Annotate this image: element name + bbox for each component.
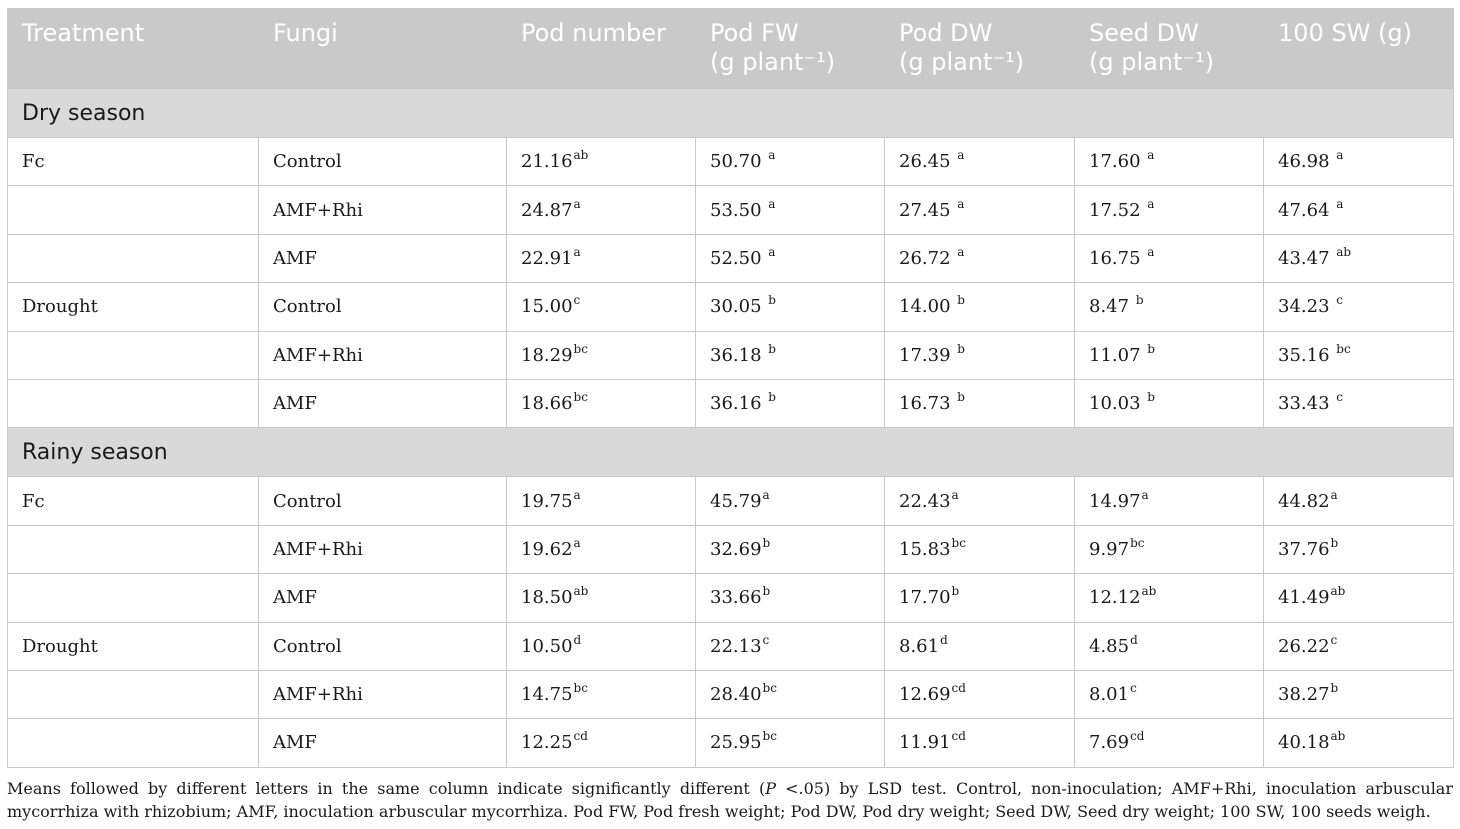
significance-letter: a — [1336, 148, 1344, 163]
fungi-cell: Control — [259, 477, 507, 525]
significance-letter: a — [957, 244, 965, 259]
sw100-cell — [1264, 283, 1454, 331]
pod-dw-cell — [885, 138, 1075, 186]
significance-letter: a — [951, 487, 959, 502]
cell-value: 40.18 — [1278, 732, 1330, 754]
pod-number-cell — [507, 138, 696, 186]
cell-value: 53.50 — [710, 199, 768, 221]
cell-value: 18.66 — [521, 393, 573, 415]
significance-letter: b — [762, 535, 771, 550]
cell-value: 14.75 — [521, 684, 573, 706]
sw100-cell — [1264, 331, 1454, 379]
cell-value: 12.69 — [899, 684, 951, 706]
pod-fw-cell — [696, 331, 885, 379]
header-unit: (g plant⁻¹) — [899, 48, 1025, 76]
pod-fw-cell — [696, 477, 885, 525]
significance-letter: bc — [1130, 535, 1145, 550]
significance-letter: b — [957, 293, 965, 308]
significance-letter: b — [957, 341, 965, 356]
cell-value: 36.16 — [710, 393, 768, 415]
significance-letter: b — [768, 390, 776, 405]
significance-letter: a — [573, 487, 581, 502]
fungi-cell: Control — [259, 283, 507, 331]
treatment-cell: Drought — [8, 283, 259, 331]
seed-dw-cell — [1075, 186, 1264, 234]
significance-letter: bc — [1336, 341, 1351, 356]
cell-value: 33.66 — [710, 587, 762, 609]
p-symbol: P — [765, 779, 776, 798]
cell-value: 22.43 — [899, 490, 951, 512]
significance-letter: bc — [573, 681, 588, 696]
significance-letter: b — [762, 584, 771, 599]
significance-letter: c — [1330, 632, 1338, 647]
significance-letter: b — [1147, 390, 1155, 405]
table-row — [8, 331, 1454, 379]
significance-letter: b — [768, 341, 776, 356]
seed-dw-cell — [1075, 574, 1264, 622]
cell-value: 17.60 — [1089, 151, 1147, 173]
cell-value: 17.70 — [899, 587, 951, 609]
cell-value: 30.05 — [710, 296, 768, 318]
fungi-cell: Control — [259, 138, 507, 186]
cell-value: 52.50 — [710, 247, 768, 269]
significance-letter: bc — [762, 729, 777, 744]
treatment-cell — [8, 186, 259, 234]
cell-value: 24.87 — [521, 199, 573, 221]
cell-value: 26.45 — [899, 151, 957, 173]
significance-letter: a — [957, 148, 965, 163]
significance-letter: c — [1336, 293, 1343, 308]
table-row — [8, 670, 1454, 718]
significance-letter: d — [1130, 632, 1138, 647]
cell-value: 12.25 — [521, 732, 573, 754]
cell-value: 11.07 — [1089, 344, 1147, 366]
fungi-cell: AMF — [259, 234, 507, 282]
cell-value: 16.75 — [1089, 247, 1147, 269]
cell-value: 25.95 — [710, 732, 762, 754]
pod-number-cell — [507, 331, 696, 379]
significance-letter: b — [957, 390, 965, 405]
cell-value: 26.72 — [899, 247, 957, 269]
cell-value: 8.47 — [1089, 296, 1135, 318]
significance-letter: a — [1336, 196, 1344, 211]
cell-value: 16.73 — [899, 393, 957, 415]
pod-number-cell — [507, 379, 696, 427]
significance-letter: cd — [951, 681, 966, 696]
table-row — [8, 186, 1454, 234]
significance-letter: a — [573, 244, 581, 259]
section-title: Dry season — [8, 89, 1454, 138]
pod-fw-cell — [696, 186, 885, 234]
pod-dw-cell — [885, 234, 1075, 282]
significance-letter: b — [1330, 681, 1339, 696]
header-pod-number: Pod number — [507, 9, 696, 89]
significance-letter: a — [762, 487, 770, 502]
cell-value: 18.29 — [521, 344, 573, 366]
header-pod-fw: Pod FW (g plant⁻¹) — [696, 9, 885, 89]
cell-value: 22.13 — [710, 635, 762, 657]
pod-fw-cell — [696, 719, 885, 767]
seed-dw-cell — [1075, 670, 1264, 718]
fungi-cell: AMF+Rhi — [259, 670, 507, 718]
cell-value: 7.69 — [1089, 732, 1130, 754]
cell-value: 28.40 — [710, 684, 762, 706]
fungi-cell: AMF — [259, 379, 507, 427]
cell-value: 50.70 — [710, 151, 768, 173]
pod-dw-cell — [885, 283, 1075, 331]
pod-dw-cell — [885, 186, 1075, 234]
sw100-cell — [1264, 138, 1454, 186]
pod-number-cell — [507, 622, 696, 670]
significance-letter: a — [768, 196, 776, 211]
significance-letter: c — [1336, 390, 1343, 405]
pod-dw-cell — [885, 477, 1075, 525]
treatment-cell — [8, 574, 259, 622]
treatment-cell: Drought — [8, 622, 259, 670]
table-row — [8, 138, 1454, 186]
header-unit: (g plant⁻¹) — [1089, 48, 1215, 76]
significance-letter: ab — [1330, 729, 1346, 744]
pod-dw-cell — [885, 622, 1075, 670]
pod-number-cell — [507, 719, 696, 767]
significance-letter: a — [1147, 244, 1155, 259]
cell-value: 21.16 — [521, 151, 573, 173]
cell-value: 15.00 — [521, 296, 573, 318]
sw100-cell — [1264, 622, 1454, 670]
significance-letter: b — [768, 293, 776, 308]
sw100-cell — [1264, 186, 1454, 234]
significance-letter: bc — [951, 535, 966, 550]
cell-value: 15.83 — [899, 538, 951, 560]
fungi-cell: AMF — [259, 719, 507, 767]
cell-value: 32.69 — [710, 538, 762, 560]
treatment-cell — [8, 331, 259, 379]
header-unit: (g plant⁻¹) — [710, 48, 836, 76]
significance-letter: ab — [573, 148, 589, 163]
table-footnote: Means followed by different letters in the same column indicate significantly different (P <.05) by LSD test. Control, non-inoculation; AMF+Rhi, inoculation arbuscular mycorrhiza with rhizobium; AMF, inoculation arbuscular mycorrhiza. Pod FW, Pod fresh weight; Pod DW, Pod dry weight; Seed DW, Seed dry weight; 100 SW, 100 seeds weigh. — [7, 779, 1453, 821]
results-table-container — [7, 8, 1453, 768]
header-100-sw: 100 SW (g) — [1264, 9, 1454, 89]
significance-letter: a — [768, 244, 776, 259]
cell-value: 14.00 — [899, 296, 957, 318]
significance-letter: ab — [1330, 584, 1346, 599]
pod-number-cell — [507, 186, 696, 234]
pod-fw-cell — [696, 234, 885, 282]
header-treatment: Treatment — [8, 9, 259, 89]
treatment-cell — [8, 719, 259, 767]
significance-letter: a — [573, 196, 581, 211]
significance-letter: b — [1147, 341, 1155, 356]
seed-dw-cell — [1075, 331, 1264, 379]
pod-dw-cell — [885, 670, 1075, 718]
cell-value: 18.50 — [521, 587, 573, 609]
cell-value: 47.64 — [1278, 199, 1336, 221]
header-seed-dw: Seed DW (g plant⁻¹) — [1075, 9, 1264, 89]
header-row — [8, 9, 1454, 89]
pod-dw-cell — [885, 525, 1075, 573]
cell-value: 33.43 — [1278, 393, 1336, 415]
cell-value: 19.62 — [521, 538, 573, 560]
significance-letter: c — [1130, 681, 1137, 696]
sw100-cell — [1264, 574, 1454, 622]
pod-fw-cell — [696, 283, 885, 331]
significance-letter: a — [1330, 487, 1338, 502]
sw100-cell — [1264, 477, 1454, 525]
pod-dw-cell — [885, 331, 1075, 379]
table-row — [8, 283, 1454, 331]
cell-value: 10.03 — [1089, 393, 1147, 415]
pod-number-cell — [507, 670, 696, 718]
significance-letter: ab — [1141, 584, 1157, 599]
table-row — [8, 574, 1454, 622]
seed-dw-cell — [1075, 477, 1264, 525]
header-fungi: Fungi — [259, 9, 507, 89]
pod-number-cell — [507, 234, 696, 282]
cell-value: 34.23 — [1278, 296, 1336, 318]
pod-number-cell — [507, 283, 696, 331]
significance-letter: b — [951, 584, 960, 599]
cell-value: 17.52 — [1089, 199, 1147, 221]
fungi-cell: AMF+Rhi — [259, 186, 507, 234]
significance-letter: ab — [573, 584, 589, 599]
pod-fw-cell — [696, 379, 885, 427]
cell-value: 12.12 — [1089, 587, 1141, 609]
fungi-cell: AMF+Rhi — [259, 331, 507, 379]
significance-letter: d — [940, 632, 948, 647]
sw100-cell — [1264, 234, 1454, 282]
seed-dw-cell — [1075, 622, 1264, 670]
table-row — [8, 719, 1454, 767]
cell-value: 4.85 — [1089, 635, 1130, 657]
fungi-cell: AMF — [259, 574, 507, 622]
cell-value: 8.61 — [899, 635, 940, 657]
seed-dw-cell — [1075, 719, 1264, 767]
significance-letter: cd — [951, 729, 966, 744]
sw100-cell — [1264, 525, 1454, 573]
cell-value: 22.91 — [521, 247, 573, 269]
significance-letter: c — [573, 293, 581, 308]
significance-letter: a — [1147, 148, 1155, 163]
pod-fw-cell — [696, 525, 885, 573]
cell-value: 36.18 — [710, 344, 768, 366]
sw100-cell — [1264, 719, 1454, 767]
seed-dw-cell — [1075, 379, 1264, 427]
significance-letter: b — [1330, 535, 1339, 550]
cell-value: 38.27 — [1278, 684, 1330, 706]
table-row — [8, 525, 1454, 573]
cell-value: 14.97 — [1089, 490, 1141, 512]
seed-dw-cell — [1075, 138, 1264, 186]
cell-value: 37.76 — [1278, 538, 1330, 560]
cell-value: 9.97 — [1089, 538, 1130, 560]
treatment-cell — [8, 379, 259, 427]
cell-value: 43.47 — [1278, 247, 1336, 269]
sw100-cell — [1264, 379, 1454, 427]
significance-letter: bc — [573, 390, 588, 405]
seed-dw-cell — [1075, 234, 1264, 282]
pod-number-cell — [507, 477, 696, 525]
treatment-cell — [8, 670, 259, 718]
treatment-cell: Fc — [8, 477, 259, 525]
cell-value: 27.45 — [899, 199, 957, 221]
significance-letter: d — [573, 632, 582, 647]
pod-fw-cell — [696, 622, 885, 670]
cell-value: 46.98 — [1278, 151, 1336, 173]
section-title: Rainy season — [8, 428, 1454, 477]
section-row — [8, 89, 1454, 138]
cell-value: 45.79 — [710, 490, 762, 512]
significance-letter: a — [1141, 487, 1149, 502]
seed-dw-cell — [1075, 283, 1264, 331]
significance-letter: bc — [762, 681, 777, 696]
results-table — [7, 8, 1454, 768]
section-row — [8, 428, 1454, 477]
pod-fw-cell — [696, 138, 885, 186]
pod-dw-cell — [885, 574, 1075, 622]
table-row — [8, 622, 1454, 670]
treatment-cell: Fc — [8, 138, 259, 186]
cell-value: 11.91 — [899, 732, 951, 754]
header-pod-dw: Pod DW (g plant⁻¹) — [885, 9, 1075, 89]
cell-value: 8.01 — [1089, 684, 1130, 706]
significance-letter: a — [573, 535, 581, 550]
pod-dw-cell — [885, 379, 1075, 427]
fungi-cell: Control — [259, 622, 507, 670]
significance-letter: b — [1135, 293, 1144, 308]
significance-letter: bc — [573, 341, 588, 356]
significance-letter: cd — [573, 729, 588, 744]
significance-letter: a — [957, 196, 965, 211]
significance-letter: a — [1147, 196, 1155, 211]
sw100-cell — [1264, 670, 1454, 718]
pod-number-cell — [507, 525, 696, 573]
fungi-cell: AMF+Rhi — [259, 525, 507, 573]
significance-letter: cd — [1130, 729, 1145, 744]
table-row — [8, 379, 1454, 427]
significance-letter: c — [762, 632, 770, 647]
pod-dw-cell — [885, 719, 1075, 767]
cell-value: 44.82 — [1278, 490, 1330, 512]
pod-number-cell — [507, 574, 696, 622]
pod-fw-cell — [696, 574, 885, 622]
treatment-cell — [8, 525, 259, 573]
table-row — [8, 234, 1454, 282]
significance-letter: a — [768, 148, 776, 163]
cell-value: 35.16 — [1278, 344, 1336, 366]
cell-value: 41.49 — [1278, 587, 1330, 609]
cell-value: 19.75 — [521, 490, 573, 512]
seed-dw-cell — [1075, 525, 1264, 573]
treatment-cell — [8, 234, 259, 282]
cell-value: 10.50 — [521, 635, 573, 657]
cell-value: 17.39 — [899, 344, 957, 366]
cell-value: 26.22 — [1278, 635, 1330, 657]
table-row — [8, 477, 1454, 525]
pod-fw-cell — [696, 670, 885, 718]
significance-letter: ab — [1336, 244, 1352, 259]
